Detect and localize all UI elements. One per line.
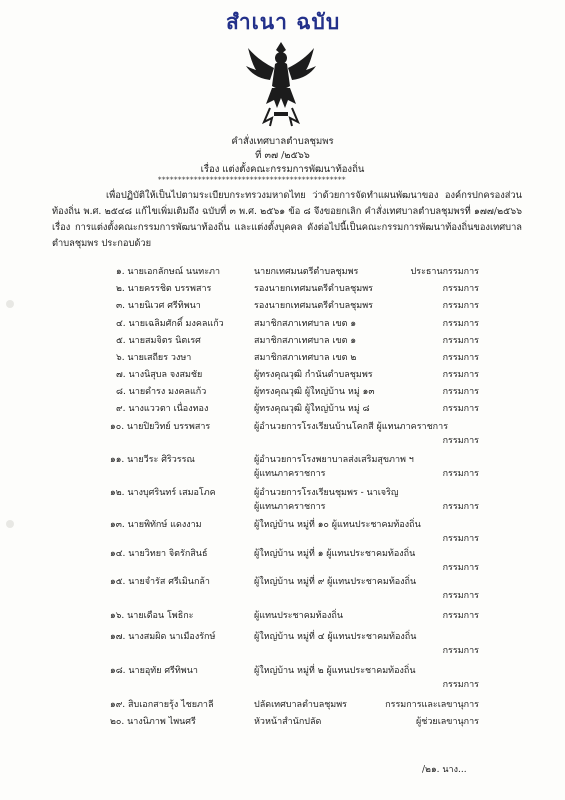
- member-position: ผู้ทรงคุณวุฒิ ผู้ใหญ่บ้าน หมู่ ๑๓: [254, 387, 375, 397]
- member-name: ๒๐. นางนิภาพ ไพนศรี: [110, 717, 196, 727]
- member-position-cont: ผู้แทนภาคราชการ: [254, 502, 326, 512]
- member-name: ๗. นางนิสุบล จงสมชัย: [116, 370, 203, 380]
- member-name: ๙. นางแววตา เนื่องทอง: [116, 404, 209, 414]
- member-name: ๖. นายเสถียร วงษา: [116, 353, 192, 363]
- member-position: ผู้ใหญ่บ้าน หมู่ที่ ๒ ผู้แทนประชาคมท้องถิ่น: [254, 666, 416, 676]
- member-position: สมาชิกสภาเทศบาล เขต ๑: [254, 319, 357, 329]
- member-role: กรรมการและเลขานุการ: [385, 700, 479, 710]
- member-name: ๑๙. สิบเอกสายรุ้ง ไชยภาลี: [110, 700, 214, 710]
- member-role: กรรมการ: [442, 563, 479, 573]
- member-name: ๑๖. นายเดือน โพธิกะ: [110, 611, 194, 621]
- member-position: สมาชิกสภาเทศบาล เขต ๑: [254, 336, 357, 346]
- member-name: ๑๕. นายจำรัส ศรีเมินกล้า: [110, 577, 210, 587]
- member-role: กรรมการ: [442, 502, 479, 512]
- garuda-emblem: [244, 38, 318, 128]
- member-position: หัวหน้าสำนักปลัด: [254, 717, 322, 727]
- member-role: กรรมการ: [442, 534, 479, 544]
- member-position: ผู้แทนประชาคมท้องถิ่น: [254, 611, 343, 621]
- member-role: ผู้ช่วยเลขานุการ: [416, 717, 479, 727]
- member-position: ปลัดเทศบาลตำบลชุมพร: [254, 700, 348, 710]
- member-position: ผู้ใหญ่บ้าน หมู่ที่ ๑๐ ผู้แทนประชาคมท้องถิ่น: [254, 520, 421, 530]
- member-role: กรรมการ: [442, 680, 479, 690]
- member-position: ผู้ใหญ่บ้าน หมู่ที่ ๔ ผู้แทนประชาคมท้องถิ่น: [254, 632, 417, 642]
- member-name: ๕. นายสมจิตร นิตเรศ: [116, 336, 201, 346]
- copy-stamp: สำเนา ฉบับ: [226, 10, 341, 34]
- member-position: ผู้ทรงคุณวุฒิ ผู้ใหญ่บ้าน หมู่ ๘: [254, 404, 370, 414]
- member-name: ๔. นายเฉลิมศักดิ์ มงคลแก้ว: [116, 319, 224, 329]
- intro-paragraph: [52, 188, 522, 252]
- member-name: ๑. นายเอกลักษณ์ นนทะภา: [116, 267, 221, 277]
- member-name: ๒. นายครรชิต บรรพสาร: [116, 284, 212, 294]
- member-name: ๑๓. นายพิทักษ์ แดงงาม: [110, 520, 202, 530]
- member-position: นายกเทศมนตรีตำบลชุมพร: [254, 267, 359, 277]
- member-position: ผู้ทรงคุณวุฒิ กำนันตำบลชุมพร: [254, 370, 373, 380]
- intro-text: เพื่อปฏิบัติให้เป็นไปตามระเบียบกระทรวงมหาดไทย ว่าด้วยการจัดทำแผนพัฒนาของ องค์กรปกครองส่วนท้องถิ่น พ.ศ. ๒๕๔๘ แก้ไขเพิ่มเติมถึง ฉบับที่ ๓ พ.ศ. ๒๕๖๑ ข้อ ๘ จึงขอยกเลิก คำสั่งเทศบาลตำบลชุมพรที่ ๑๗๗/๒๕๖๖ เรื่อง การแต่งตั้งคณะกรรมการพัฒนาท้องถิ่น และแต่งตั้งบุคคล ดังต่อไปนี้เป็นคณะกรรมการพัฒนาท้องถิ่นของเทศบาลตำบลชุมพร ประกอบด้วย: [52, 190, 522, 249]
- member-name: ๓. นายนิเวศ ศรีทิพนา: [116, 301, 201, 311]
- member-role: กรรมการ: [442, 646, 479, 656]
- member-name: ๑๑. นายวีระ ศิริวรรณ: [110, 455, 195, 465]
- member-role: กรรมการ: [442, 353, 479, 363]
- member-name: ๑๔. นายวิทยา จิตรักสินธ์: [110, 549, 208, 559]
- continuation-note: /๒๑. นาง...: [422, 765, 467, 775]
- member-name: ๑๒. นางบุศรินทร์ เสมอโภค: [110, 488, 216, 498]
- subject-line: เรื่อง แต่งตั้งคณะกรรมการพัฒนาท้องถิ่น: [200, 164, 365, 175]
- order-number: ที่ ๓๗ /๒๕๖๖: [255, 150, 310, 161]
- member-role: กรรมการ: [442, 336, 479, 346]
- member-position: รองนายกเทศมนตรีตำบลชุมพร: [254, 284, 373, 294]
- member-name: ๘. นายดำรง มงคลแก้ว: [116, 387, 207, 397]
- document-title: คำสั่งเทศบาลตำบลชุมพร: [231, 136, 334, 147]
- member-role: กรรมการ: [442, 301, 479, 311]
- member-position: ผู้อำนวยการโรงเรียนชุมพร - นาเจริญ: [254, 488, 399, 498]
- member-role: ประธานกรรมการ: [410, 267, 479, 277]
- member-role: กรรมการ: [442, 387, 479, 397]
- member-name: ๑๐. นายปิยวิทย์ บรรพสาร: [110, 422, 211, 432]
- member-name: ๑๗. นางสมผิด นาเมืองรักษ์: [110, 632, 216, 642]
- divider: ***********************************************: [158, 176, 346, 184]
- member-position: ผู้อำนวยการโรงพยาบาลส่งเสริมสุขภาพ ฯ: [254, 455, 414, 465]
- member-role: กรรมการ: [442, 319, 479, 329]
- member-role: กรรมการ: [442, 284, 479, 294]
- punch-hole: [6, 300, 14, 308]
- member-role: กรรมการ: [442, 469, 479, 479]
- member-role: กรรมการ: [442, 404, 479, 414]
- member-position: สมาชิกสภาเทศบาล เขต ๒: [254, 353, 357, 363]
- member-position: รองนายกเทศมนตรีตำบลชุมพร: [254, 301, 373, 311]
- member-name: ๑๘. นายอุทัย ศรีทิพนา: [110, 666, 198, 676]
- member-position: ผู้อำนวยการโรงเรียนบ้านโคกสี ผู้แทนภาคราชการ: [254, 422, 449, 432]
- member-role: กรรมการ: [442, 591, 479, 601]
- member-position-cont: ผู้แทนภาคราชการ: [254, 469, 326, 479]
- member-position: ผู้ใหญ่บ้าน หมู่ที่ ๙ ผู้แทนประชาคมท้องถิ่น: [254, 577, 417, 587]
- member-role: กรรมการ: [442, 436, 479, 446]
- member-position: ผู้ใหญ่บ้าน หมู่ที่ ๑ ผู้แทนประชาคมท้องถิ่น: [254, 549, 416, 559]
- member-role: กรรมการ: [442, 370, 479, 380]
- punch-hole: [6, 520, 14, 528]
- member-role: กรรมการ: [442, 611, 479, 621]
